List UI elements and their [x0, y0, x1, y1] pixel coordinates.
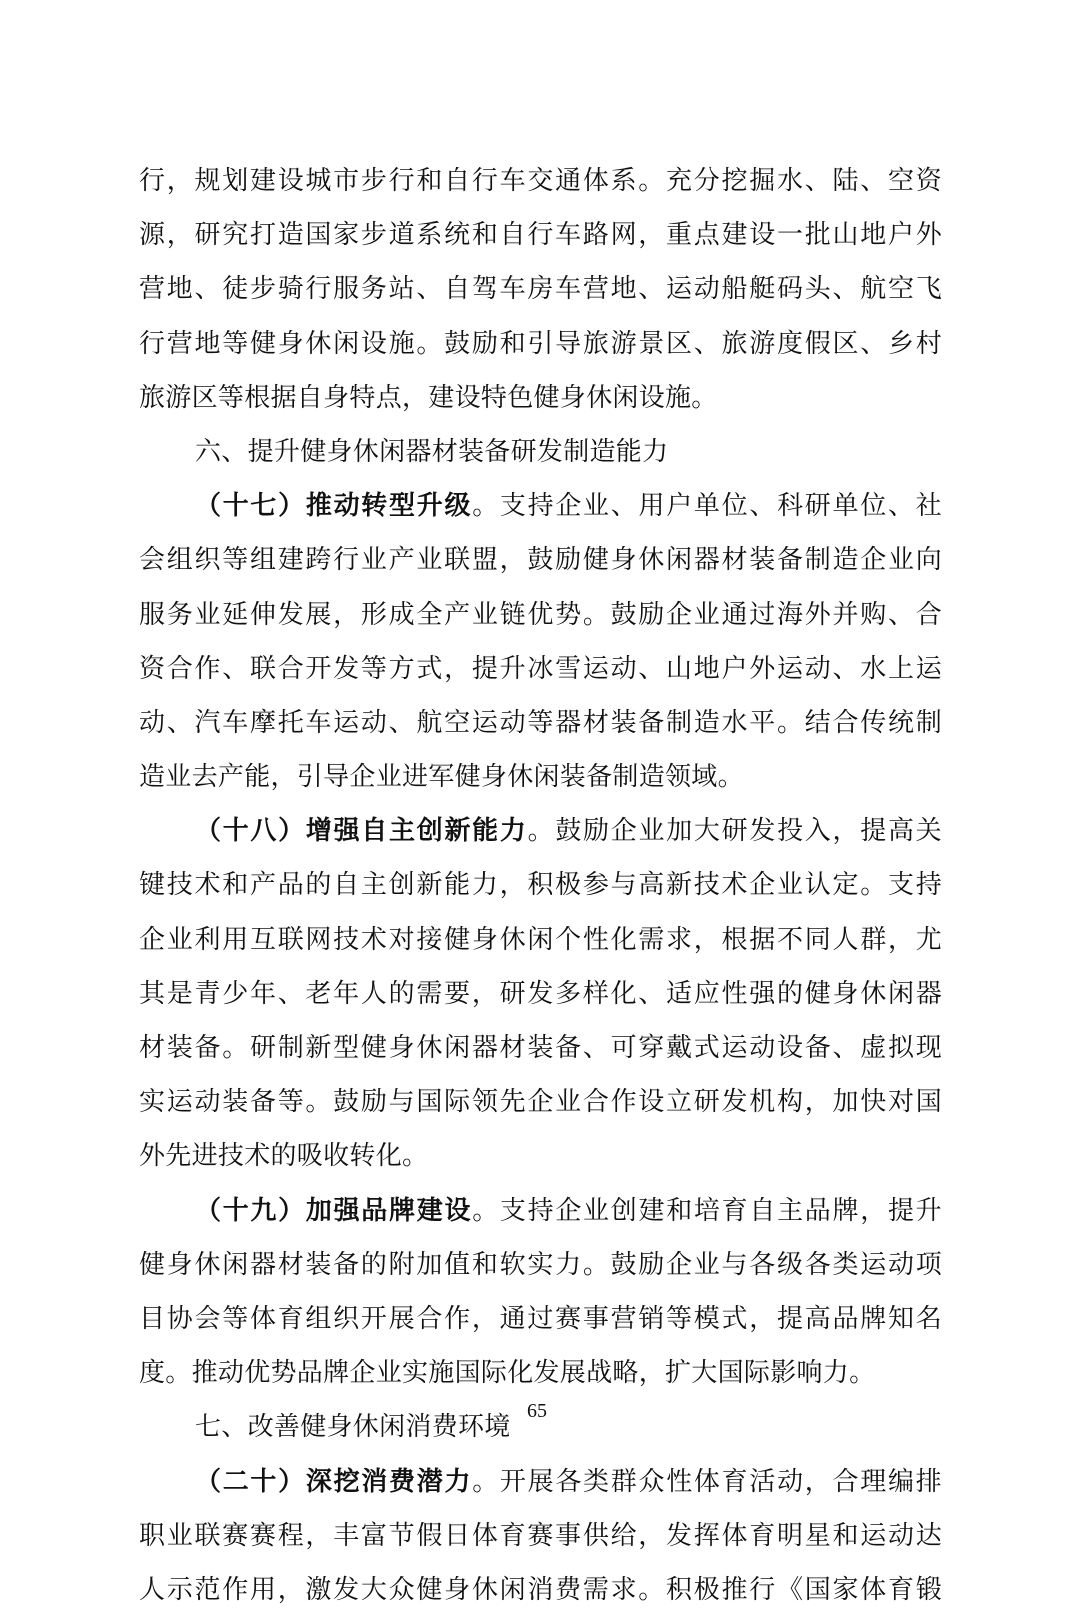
paragraph-text: 。支持企业、用户单位、科研单位、社: [472, 491, 942, 522]
text-line: 外先进技术的吸收转化。: [139, 1141, 429, 1172]
text-line: 造业去产能，引导企业进军健身休闲装备制造领域。: [139, 762, 744, 793]
section-heading: 七、改善健身休闲消费环境: [195, 1412, 511, 1443]
paragraph-first-line: [139, 479, 942, 533]
text-line: 度。推动优势品牌企业实施国际化发展战略，扩大国际影响力。: [139, 1358, 876, 1389]
paragraph-first-line: [139, 804, 942, 858]
text-line: 材装备。研制新型健身休闲器材装备、可穿戴式运动设备、虚拟现: [139, 1033, 942, 1063]
paragraph-title: （十八）增强自主创新能力: [195, 816, 528, 847]
paragraph-title: （十九）加强品牌建设: [195, 1195, 473, 1226]
text-line: 资合作、联合开发等方式，提升冰雪运动、山地户外运动、水上运: [139, 653, 942, 684]
document-body: [139, 154, 942, 1617]
paragraph-text: 。支持企业创建和培育自主品牌，提升: [472, 1195, 942, 1226]
paragraph-first-line: [139, 1455, 942, 1509]
text-line: 旅游区等根据自身特点，建设特色健身休闲设施。: [139, 382, 718, 413]
text-line: 人示范作用，激发大众健身休闲消费需求。积极推行《国家体育锻: [139, 1574, 942, 1605]
text-line: 行，规划建设城市步行和自行车交通体系。充分挖掘水、陆、空资: [139, 166, 942, 196]
text-line: 企业利用互联网技术对接健身休闲个性化需求，根据不同人群，尤: [139, 924, 942, 955]
paragraph-first-line: [139, 1184, 942, 1238]
paragraph-text: 。鼓励企业加大研发投入，提高关: [527, 816, 942, 847]
text-line: 键技术和产品的自主创新能力，积极参与高新技术企业认定。支持: [139, 870, 942, 901]
text-line: 源，研究打造国家步道系统和自行车路网，重点建设一批山地户外: [139, 220, 942, 251]
paragraph-title: （二十）深挖消费潜力: [195, 1466, 473, 1497]
text-line: 动、汽车摩托车运动、航空运动等器材装备制造水平。结合传统制: [139, 707, 942, 738]
paragraph-text: 。开展各类群众性体育活动，合理编排: [472, 1466, 942, 1497]
section-heading: 六、提升健身休闲器材装备研发制造能力: [195, 436, 669, 467]
text-line: 健身休闲器材装备的附加值和软实力。鼓励企业与各级各类运动项: [139, 1249, 942, 1280]
paragraph-title: （十七）推动转型升级: [195, 491, 473, 522]
text-line: 行营地等健身休闲设施。鼓励和引导旅游景区、旅游度假区、乡村: [139, 328, 942, 359]
text-line: 服务业延伸发展，形成全产业链优势。鼓励企业通过海外并购、合: [139, 599, 942, 630]
text-line: 实运动装备等。鼓励与国际领先企业合作设立研发机构，加快对国: [139, 1087, 942, 1118]
text-line: 营地、徒步骑行服务站、自驾车房车营地、运动船艇码头、航空飞: [139, 274, 942, 305]
text-line: 其是青少年、老年人的需要，研发多样化、适应性强的健身休闲器: [139, 978, 942, 1009]
text-line: 职业联赛赛程，丰富节假日体育赛事供给，发挥体育明星和运动达: [139, 1520, 942, 1551]
page-number: 65: [527, 1400, 547, 1422]
text-line: 会组织等组建跨行业产业联盟，鼓励健身休闲器材装备制造企业向: [139, 545, 942, 576]
text-line: 目协会等体育组织开展合作，通过赛事营销等模式，提高品牌知名: [139, 1303, 942, 1334]
